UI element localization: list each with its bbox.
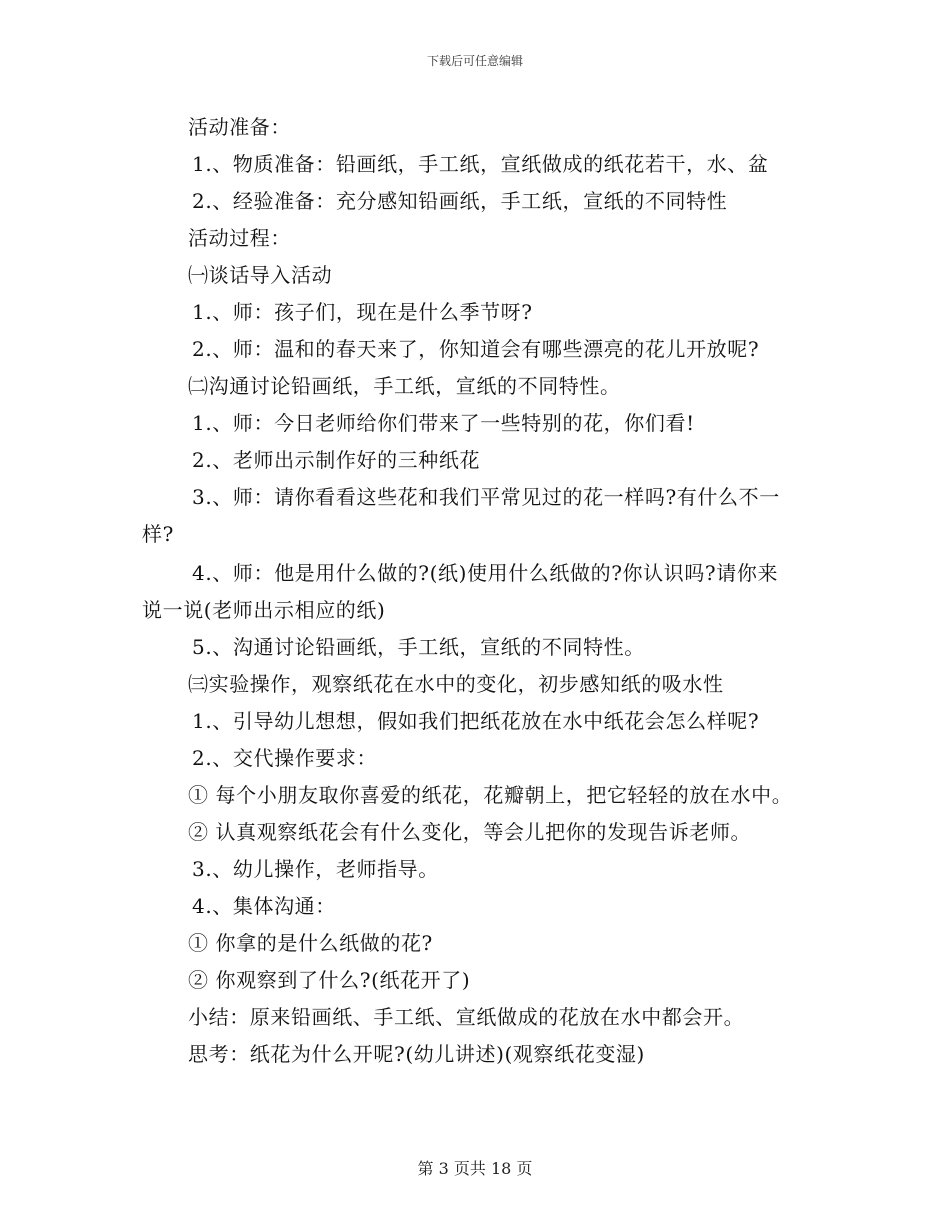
text-line: 5.、沟通讨论铅画纸，手工纸，宣纸的不同特性。 [192,635,645,659]
text-line: 活动准备： [188,115,291,139]
text-line: 样? [142,522,174,546]
text-line: 4.、师：他是用什么做的?(纸)使用什么纸做的?你认识吗?请你来 [192,561,779,585]
text-line: 活动过程： [188,226,291,250]
text-line: 2.、交代操作要求： [192,746,378,770]
text-line: 3.、师：请你看看这些花和我们平常见过的花一样吗?有什么不一 [192,485,780,509]
section-heading: ㈢实验操作，观察纸花在水中的变化，初步感知纸的吸水性 [188,672,724,696]
text-line: 2.、师：温和的春天来了，你知道会有哪些漂亮的花儿开放呢? [192,337,760,361]
section-heading: ㈡沟通讨论铅画纸，手工纸，宣纸的不同特性。 [188,374,621,398]
text-line: 思考：纸花为什么开呢?(幼儿讲述)(观察纸花变湿) [188,1042,645,1066]
page-header: 下载后可任意编辑 [426,54,523,68]
text-line: 1.、师：孩子们，现在是什么季节呀? [192,300,533,324]
text-line: 3.、幼儿操作，老师指导。 [192,857,439,881]
text-line: 1.、师：今日老师给你们带来了一些特别的花，你们看! [192,411,695,435]
list-item: ② 认真观察纸花会有什么变化，等会儿把你的发现告诉老师。 [188,820,752,844]
list-item: ② 你观察到了什么?(纸花开了) [188,968,471,992]
list-item: ① 每个小朋友取你喜爱的纸花，花瓣朝上，把它轻轻的放在水中。 [188,783,793,807]
text-line: 2.、经验准备：充分感知铅画纸，手工纸，宣纸的不同特性 [192,189,728,213]
text-line: 说一说(老师出示相应的纸) [142,598,386,622]
text-line: 1.、引导幼儿想想，假如我们把纸花放在水中纸花会怎么样呢? [192,709,760,733]
summary-line: 小结：原来铅画纸、手工纸、宣纸做成的花放在水中都会开。 [188,1005,745,1029]
text-line: 2.、老师出示制作好的三种纸花 [192,448,481,472]
list-item: ① 你拿的是什么纸做的花? [188,931,433,955]
section-heading: ㈠谈话导入活动 [188,263,333,287]
text-line: 4.、集体沟通： [192,894,336,918]
page-number: 第 3 页共 18 页 [417,1159,533,1178]
text-line: 1.、物质准备：铅画纸，手工纸，宣纸做成的纸花若干，水、盆 [192,152,769,176]
